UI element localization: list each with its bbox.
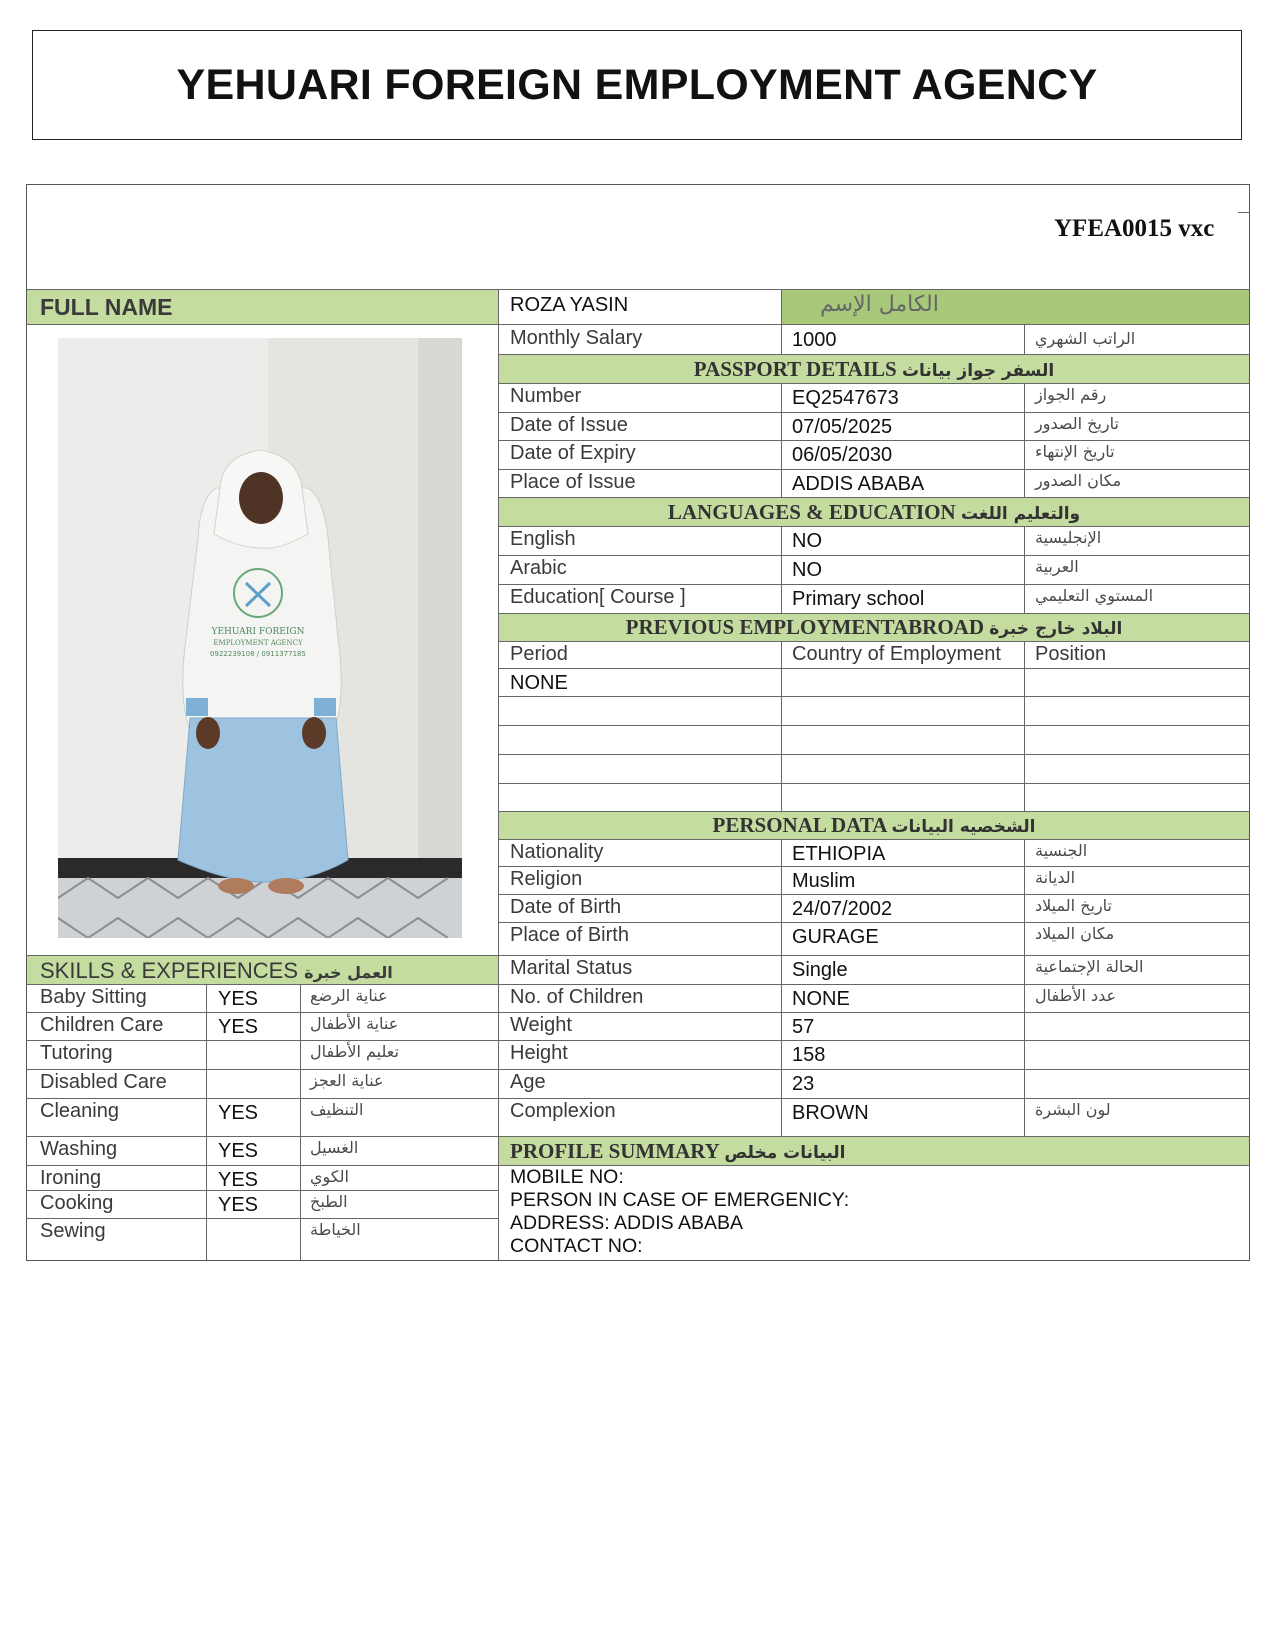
shirt-logo-text-2: EMPLOYMENT AGENCY (213, 639, 303, 647)
passport-row-divider-1 (781, 469, 782, 497)
languages-heading-ar: والتعليم اللغت (960, 504, 1081, 524)
language-row-divider-1 (781, 584, 782, 613)
skill-divider-1 (206, 1040, 207, 1069)
passport-row-divider-2 (1024, 412, 1025, 440)
personal-row-value: 57 (792, 1016, 815, 1038)
passport-row-divider-1 (781, 383, 782, 412)
employment-divider-2 (1024, 668, 1025, 696)
passport-row-divider-1 (781, 440, 782, 469)
employment-divider-2 (1024, 696, 1025, 725)
personal-row-label: Religion (510, 868, 583, 890)
skill-label: Cooking (40, 1192, 114, 1214)
language-row-divider-1 (781, 555, 782, 584)
passport-row-rule (498, 469, 1250, 470)
personal-row-arabic: مكان الميلاد (1035, 924, 1115, 943)
reference-code: YFEA0015 vxc (1054, 215, 1215, 242)
passport-row-value: 06/05/2030 (792, 444, 893, 466)
personal-row-divider-2 (1024, 839, 1025, 866)
personal-row-divider-2 (1024, 955, 1025, 984)
employment-divider-2 (1024, 783, 1025, 811)
personal-row-divider-2 (1024, 922, 1025, 955)
passport-row-arabic: تاريخ الإنتهاء (1035, 442, 1115, 461)
passport-row-value: ADDIS ABABA (792, 473, 925, 495)
full-name-arabic: الكامل الإسم (820, 292, 939, 317)
employment-cell-period: NONE (510, 672, 568, 694)
personal-row-value: Muslim (792, 870, 856, 892)
personal-row-divider-1 (781, 1040, 782, 1069)
full-name-label: FULL NAME (40, 294, 173, 320)
language-row-divider-2 (1024, 584, 1025, 613)
skills-heading-ar: العمل خبرة (304, 963, 393, 982)
language-row-label: Education[ Course ] (510, 586, 686, 608)
skill-label: Ironing (40, 1167, 102, 1189)
personal-heading-en: PERSONAL DATA (712, 813, 887, 837)
personal-row-arabic: لون البشرة (1035, 1100, 1111, 1119)
skill-divider-1 (206, 1069, 207, 1098)
skill-rule (26, 1012, 498, 1013)
passport-row-divider-1 (781, 412, 782, 440)
passport-row-label: Number (510, 385, 582, 407)
languages-heading (499, 500, 1249, 525)
personal-row-divider-2 (1024, 1098, 1025, 1136)
personal-row-rule (498, 1098, 1250, 1099)
employment-col-country: Country of Employment (792, 643, 1001, 665)
language-row-arabic: المستوي التعليمي (1035, 586, 1154, 605)
summary-mobile: MOBILE NO: (510, 1166, 624, 1188)
personal-row-divider-1 (781, 1098, 782, 1136)
skill-divider-1 (206, 1012, 207, 1040)
skill-arabic: عناية العجز (310, 1071, 384, 1090)
personal-row-divider-2 (1024, 1040, 1025, 1069)
personal-row-rule (498, 922, 1250, 923)
passport-row-arabic: مكان الصدور (1035, 471, 1122, 490)
skill-divider-2 (300, 1040, 301, 1069)
main-divider (498, 289, 499, 1261)
employment-rule (498, 725, 1250, 726)
personal-row-divider-2 (1024, 1069, 1025, 1098)
skill-rule (26, 1098, 498, 1099)
skill-rule (26, 1040, 498, 1041)
skill-label: Cleaning (40, 1100, 119, 1122)
employment-divider-2 (1024, 725, 1025, 754)
personal-row-label: Marital Status (510, 957, 633, 979)
language-row-arabic: الإنجليسية (1035, 528, 1102, 547)
passport-row-arabic: تاريخ الصدور (1035, 414, 1119, 433)
personal-row-arabic: عدد الأطفال (1035, 986, 1117, 1005)
skill-rule (26, 1136, 498, 1137)
skill-value: YES (218, 1169, 259, 1191)
language-row-rule (498, 584, 1250, 585)
languages-heading-en: LANGUAGES & EDUCATION (667, 500, 956, 524)
skill-divider-1 (206, 1136, 207, 1165)
profile-summary-lines (510, 1166, 849, 1258)
skill-arabic: عناية الرضع (310, 986, 388, 1005)
skill-value: YES (218, 1016, 259, 1038)
employment-divider-1 (781, 641, 782, 668)
personal-row-divider-1 (781, 839, 782, 866)
skills-heading-en: SKILLS & EXPERIENCES (40, 958, 298, 983)
prev-employment-heading-en: PREVIOUS EMPLOYMENTABROAD (625, 615, 984, 639)
personal-row-arabic: الجنسية (1035, 841, 1088, 860)
skill-divider-1 (206, 1190, 207, 1218)
language-row-divider-1 (781, 526, 782, 555)
language-row-value: NO (792, 559, 822, 581)
shirt-logo-text-1: YEHUARI FOREIGN (211, 627, 305, 637)
language-row-value: Primary school (792, 588, 925, 610)
personal-row-label: No. of Children (510, 986, 644, 1008)
personal-row-label: Height (510, 1042, 568, 1064)
skill-arabic: الطبخ (310, 1192, 348, 1211)
personal-row-rule (498, 1069, 1250, 1070)
skill-label: Tutoring (40, 1042, 113, 1064)
profile-summary-heading-en: PROFILE SUMMARY (510, 1139, 720, 1163)
prev-employment-heading-ar: البلاد خارج خبرة (989, 619, 1123, 639)
candidate-photo-svg (58, 338, 462, 938)
personal-row-rule (498, 1040, 1250, 1041)
skill-divider-2 (300, 1136, 301, 1165)
personal-row-value: 24/07/2002 (792, 898, 893, 920)
personal-row-value: ETHIOPIA (792, 843, 886, 865)
agency-title: YEHUARI FOREIGN EMPLOYMENT AGENCY (176, 60, 1098, 109)
employment-col-position: Position (1035, 643, 1107, 665)
personal-row-divider-2 (1024, 1012, 1025, 1040)
personal-row-label: Complexion (510, 1100, 616, 1122)
skill-divider-2 (300, 1218, 301, 1260)
employment-rule (498, 783, 1250, 784)
skill-value: YES (218, 1194, 259, 1216)
skill-arabic: الغسيل (310, 1138, 359, 1157)
agency-title-box (32, 30, 1242, 140)
personal-row-rule (498, 866, 1250, 867)
personal-row-divider-1 (781, 894, 782, 922)
personal-row-arabic: الحالة الإجتماعية (1035, 957, 1144, 976)
personal-row-divider-1 (781, 955, 782, 984)
personal-row-label: Weight (510, 1014, 572, 1036)
top-right-tick (1238, 212, 1250, 213)
personal-row-value: Single (792, 959, 848, 981)
skill-arabic: الخياطة (310, 1220, 361, 1239)
language-row-arabic: العربية (1035, 557, 1079, 576)
skill-label: Disabled Care (40, 1071, 167, 1093)
skill-value: YES (218, 988, 259, 1010)
personal-heading-ar: الشخصيه البيانات (891, 817, 1036, 837)
employment-divider-1 (781, 668, 782, 696)
skill-label: Sewing (40, 1220, 106, 1242)
personal-row-label: Age (510, 1071, 546, 1093)
passport-row-rule (498, 412, 1250, 413)
passport-row-rule (498, 440, 1250, 441)
personal-row-divider-1 (781, 1069, 782, 1098)
personal-row-arabic: الديانة (1035, 868, 1076, 887)
passport-row-value: 07/05/2025 (792, 416, 893, 438)
skill-arabic: الكوي (310, 1167, 349, 1186)
personal-row-rule (498, 955, 1250, 956)
profile-summary-heading (510, 1139, 845, 1164)
skill-value: YES (218, 1102, 259, 1124)
monthly-salary-label: Monthly Salary (510, 327, 643, 349)
passport-row-label: Date of Issue (510, 414, 628, 436)
skill-arabic: عناية الأطفال (310, 1014, 399, 1033)
skill-divider-1 (206, 1218, 207, 1260)
personal-row-value: NONE (792, 988, 850, 1010)
skill-arabic: تعليم الأطفال (310, 1042, 399, 1061)
personal-row-label: Date of Birth (510, 896, 622, 918)
passport-heading-en: PASSPORT DETAILS (693, 357, 897, 381)
personal-row-rule (498, 984, 1250, 985)
personal-row-label: Place of Birth (510, 924, 629, 946)
skill-divider-2 (300, 1069, 301, 1098)
employment-divider-1 (781, 783, 782, 811)
skill-divider-1 (206, 984, 207, 1012)
skills-heading (40, 958, 393, 984)
employment-rule (498, 696, 1250, 697)
shirt-logo-text-3: 0922239108 / 0911377185 (210, 650, 306, 658)
language-row-label: Arabic (510, 557, 567, 579)
language-row-divider-2 (1024, 526, 1025, 555)
personal-row-divider-2 (1024, 984, 1025, 1012)
personal-row-arabic: تاريخ الميلاد (1035, 896, 1112, 915)
skill-rule (26, 1069, 498, 1070)
skill-divider-2 (300, 1165, 301, 1190)
passport-row-divider-2 (1024, 440, 1025, 469)
passport-row-value: EQ2547673 (792, 387, 899, 409)
summary-contact: CONTACT NO: (510, 1235, 643, 1257)
skill-divider-2 (300, 1012, 301, 1040)
personal-row-divider-2 (1024, 894, 1025, 922)
profile-summary-heading-ar: البيانات مخلص (724, 1143, 846, 1163)
passport-row-arabic: رقم الجواز (1035, 385, 1107, 404)
skill-rule (26, 1190, 498, 1191)
personal-row-value: GURAGE (792, 926, 879, 948)
employment-col-period: Period (510, 643, 568, 665)
skill-label: Washing (40, 1138, 118, 1160)
skill-rule (26, 1218, 498, 1219)
personal-row-label: Nationality (510, 841, 604, 863)
passport-heading (499, 357, 1249, 382)
skill-rule (26, 1165, 498, 1166)
language-row-value: NO (792, 530, 822, 552)
candidate-photo (58, 338, 462, 938)
language-row-rule (498, 555, 1250, 556)
personal-row-divider-1 (781, 922, 782, 955)
skill-divider-2 (300, 1098, 301, 1136)
language-row-divider-2 (1024, 555, 1025, 584)
employment-divider-1 (781, 754, 782, 783)
summary-address: ADDRESS: ADDIS ABABA (510, 1212, 744, 1234)
skill-divider-2 (300, 1190, 301, 1218)
employment-rule (498, 754, 1250, 755)
skill-divider-1 (206, 1098, 207, 1136)
language-row-label: English (510, 528, 576, 550)
personal-row-divider-2 (1024, 866, 1025, 894)
full-name-value: ROZA YASIN (510, 294, 629, 316)
passport-heading-ar: السفر جواز بياناث (901, 361, 1055, 381)
skill-label: Baby Sitting (40, 986, 147, 1008)
personal-row-divider-1 (781, 984, 782, 1012)
employment-divider-2 (1024, 754, 1025, 783)
monthly-salary-value: 1000 (792, 329, 837, 351)
monthly-salary-arabic: الراتب الشهري (1035, 329, 1136, 348)
skill-value: YES (218, 1140, 259, 1162)
employment-divider-1 (781, 696, 782, 725)
passport-row-label: Place of Issue (510, 471, 636, 493)
skill-label: Children Care (40, 1014, 164, 1036)
personal-row-divider-1 (781, 1012, 782, 1040)
personal-row-divider-1 (781, 866, 782, 894)
passport-row-label: Date of Expiry (510, 442, 636, 464)
personal-heading (499, 813, 1249, 838)
skill-divider-1 (206, 1165, 207, 1190)
employment-divider-1 (781, 725, 782, 754)
skill-arabic: التنظيف (310, 1100, 364, 1119)
passport-row-divider-2 (1024, 469, 1025, 497)
prev-employment-heading (499, 615, 1249, 640)
personal-row-rule (498, 1012, 1250, 1013)
skill-divider-2 (300, 984, 301, 1012)
personal-row-value: 158 (792, 1044, 826, 1066)
employment-divider-2 (1024, 641, 1025, 668)
personal-row-value: 23 (792, 1073, 815, 1095)
passport-row-divider-2 (1024, 383, 1025, 412)
employment-rule (498, 668, 1250, 669)
personal-row-rule (498, 894, 1250, 895)
personal-row-value: BROWN (792, 1102, 869, 1124)
summary-emergency: PERSON IN CASE OF EMERGENICY: (510, 1189, 850, 1211)
